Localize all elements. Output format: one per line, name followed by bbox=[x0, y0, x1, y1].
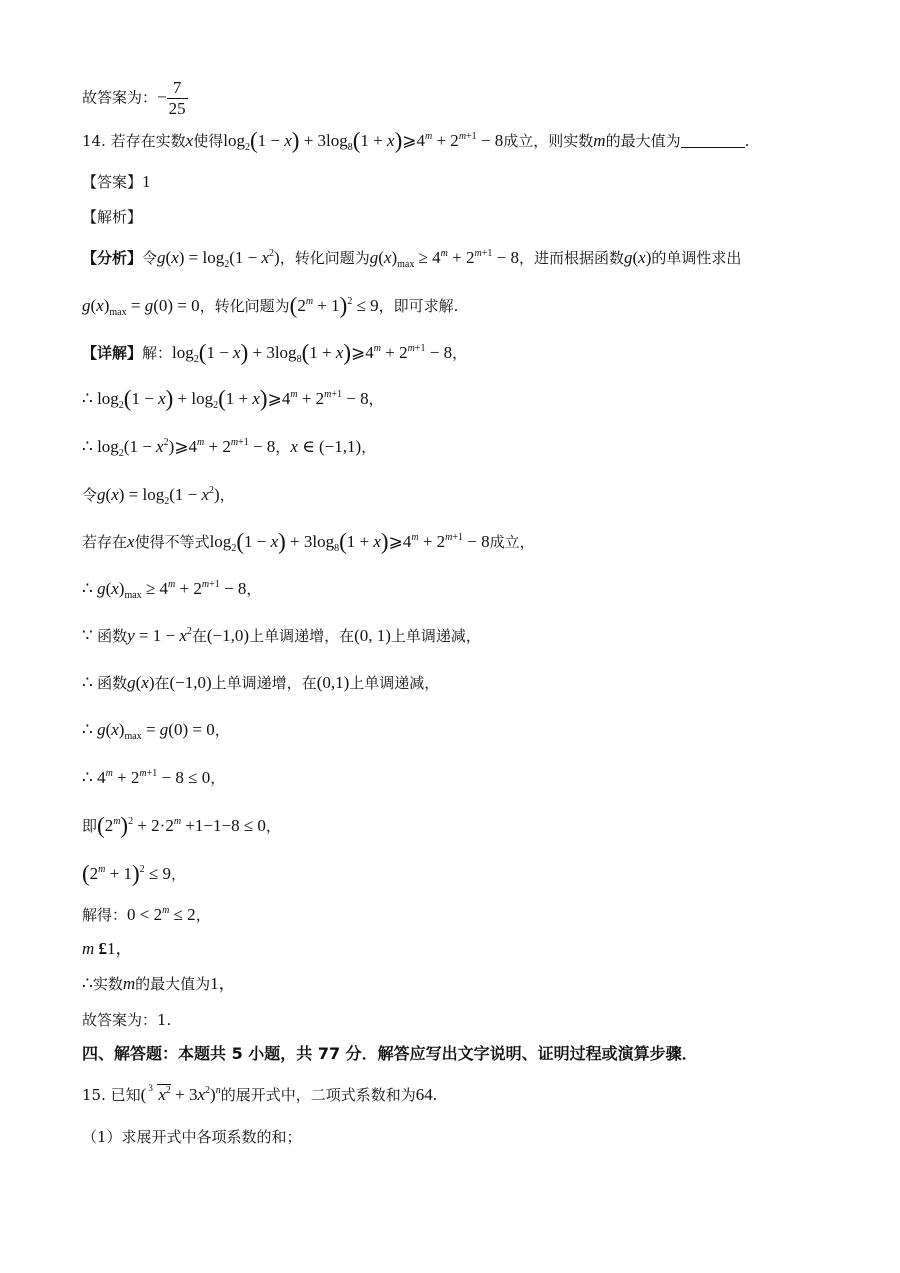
step-text: 在 bbox=[154, 674, 170, 692]
step-text: ， bbox=[361, 438, 377, 456]
analysis-heading: 【解析】 bbox=[82, 208, 143, 226]
step-text: ， bbox=[214, 721, 230, 739]
step-line: ∵ 函数$y = 1 - x^2$在(−1,0)上单调递增，在(0, 1)上单调递减， bbox=[82, 626, 481, 645]
section-heading: 四、解答题：本题共 5 小题，共 77 分．解答应写出文字说明、证明过程或演算步骤． bbox=[82, 1044, 698, 1063]
step-line: m £1， bbox=[82, 939, 133, 958]
fraction-numerator: 7 bbox=[167, 78, 188, 99]
step-text: 成立， bbox=[489, 533, 535, 551]
step-line: ∴ $\log_2(1$ − $x^2)⩾4^m + 2^{m+1} - 8$，x ∈ (−1,1)， bbox=[82, 437, 377, 459]
question-text: 成立，则实数 bbox=[503, 132, 594, 150]
step-text: ， bbox=[219, 486, 235, 504]
question-number: 15. bbox=[82, 1086, 106, 1104]
previous-final-answer: 故答案为：− $\frac{7}{25}$ bbox=[82, 78, 186, 118]
step-line: ∴ $g(x)_{max} = g(0) = 0$， bbox=[82, 720, 230, 742]
final-answer-label: 故答案为： bbox=[82, 88, 158, 107]
question-text: 若存在实数 bbox=[110, 132, 186, 150]
answer-line bbox=[82, 170, 151, 194]
detail-label: 【详解】 bbox=[82, 344, 143, 362]
step-text: 函数 bbox=[97, 674, 128, 692]
fraction bbox=[167, 78, 188, 119]
question-15-part-1: （1）求展开式中各项系数的和； bbox=[82, 1128, 302, 1146]
answer-blank bbox=[681, 133, 745, 148]
step-text: 上单调递减， bbox=[390, 627, 481, 645]
step-line: ∴ $\log_2(1 - x) + \log_2(1$ + $x)⩾4^m + 2^{m+1} - 8$， bbox=[82, 386, 384, 411]
step-text: 实数 bbox=[92, 975, 123, 993]
detail-text: ， bbox=[452, 344, 468, 362]
analysis-line-2: $g(x)_{max} = g(0) = 0$，转化问题为$(2^m + 1)^2 \le 9$，即可求解. bbox=[82, 293, 459, 318]
analysis-text: 的单调性求出 bbox=[651, 249, 742, 267]
step-text: 若存在 bbox=[82, 533, 128, 551]
fenxi-label: 【分析】 bbox=[82, 249, 143, 267]
question-text: 的展开式中，二项式系数和为 bbox=[220, 1086, 416, 1104]
analysis-text: ，转化问题为 bbox=[199, 297, 290, 315]
analysis-text: 令 bbox=[142, 249, 158, 267]
final-answer: 故答案为：1. bbox=[82, 1011, 172, 1029]
question-text: . bbox=[744, 132, 750, 150]
step-text: ， bbox=[195, 906, 211, 924]
analysis-text: ，进而根据函数 bbox=[518, 249, 624, 267]
step-text: 使得不等式 bbox=[134, 533, 210, 551]
step-text: 即 bbox=[82, 817, 98, 835]
step-text: 令 bbox=[82, 486, 98, 504]
question-text: 64. bbox=[415, 1085, 437, 1104]
step-text: 上单调递减， bbox=[349, 674, 440, 692]
step-line: ∴实数m的最大值为1， bbox=[82, 974, 236, 993]
detail-text: 解： bbox=[142, 344, 173, 362]
answer-value: 1 bbox=[142, 172, 151, 191]
step-line: 即$(2^m)^2 + 2\cdot 2^m +1-1-8 \le 0$， bbox=[82, 813, 281, 838]
cube-root: 3 $x^2$ bbox=[148, 1083, 171, 1104]
question-text: 的最大值为 bbox=[605, 132, 681, 150]
step-line: $(2^m + 1)^2 \le 9$， bbox=[82, 861, 187, 886]
step-line: 令$g(x) = \log_2(1 - x^2)$， bbox=[82, 485, 235, 507]
step-text: 1， bbox=[210, 974, 236, 993]
step-text: 解得： bbox=[82, 906, 128, 924]
step-text: 上单调递增，在 bbox=[249, 627, 355, 645]
question-text: 使得 bbox=[193, 132, 224, 150]
step-text: 上单调递增，在 bbox=[211, 674, 317, 692]
step-text: ， bbox=[246, 580, 262, 598]
step-text: ， bbox=[171, 865, 187, 883]
detail-line-1: 【详解】解：$\log_2(1 - x) + 3\log_8(1$ + $x)⩾4^m + 2^{m+1} - 8$， bbox=[82, 340, 468, 365]
step-text: ， bbox=[275, 438, 291, 456]
step-line: 解得：$0 < 2^m \le 2$， bbox=[82, 905, 211, 924]
step-text: 函数 bbox=[97, 627, 128, 645]
step-text: ， bbox=[368, 390, 384, 408]
step-text: ， bbox=[210, 769, 226, 787]
question-text: 已知 bbox=[110, 1086, 141, 1104]
question-number: 14. bbox=[82, 132, 106, 150]
answer-label: 【答案】 bbox=[82, 173, 143, 191]
analysis-line-1: 【分析】令$g(x) = \log_2(1 - x^2)$，转化问题为$g(x)_{max} \ge 4^m + 2^{m+1} - 8$，进而根据函数g(x)的单调性求出 bbox=[82, 248, 742, 270]
question-14: 14. 若存在实数x使得$\log_2(1 - x) + 3\log_8(1$ + $x)⩾4^m + 2^{m+1} - 8$成立，则实数m的最大值为 . bbox=[82, 128, 750, 153]
question-15: 15. 已知( 3 $x^2 + 3x^2)^n$的展开式中，二项式系数和为64. bbox=[82, 1083, 437, 1107]
step-text: 的最大值为 bbox=[135, 975, 211, 993]
step-text: 1， bbox=[107, 939, 133, 958]
step-text: ， bbox=[265, 817, 281, 835]
step-line: ∴ $g(x)_{max} \ge 4^m + 2^{m+1} - 8$， bbox=[82, 579, 262, 601]
analysis-text: ，即可求解. bbox=[378, 297, 459, 315]
step-text: 在 bbox=[191, 627, 207, 645]
step-line: ∴ 函数g(x)在(−1,0)上单调递增，在(0,1)上单调递减， bbox=[82, 673, 440, 692]
fraction-denominator: 25 bbox=[168, 99, 186, 118]
step-line: ∴ $4^m + 2^{m+1} - 8 \le 0$， bbox=[82, 768, 226, 787]
step-line: 若存在x使得不等式$\log_2(1 - x) + 3\log_8(1$ + $x)⩾4^m + 2^{m+1} - 8$成立， bbox=[82, 529, 535, 554]
analysis-text: ，转化问题为 bbox=[279, 249, 370, 267]
